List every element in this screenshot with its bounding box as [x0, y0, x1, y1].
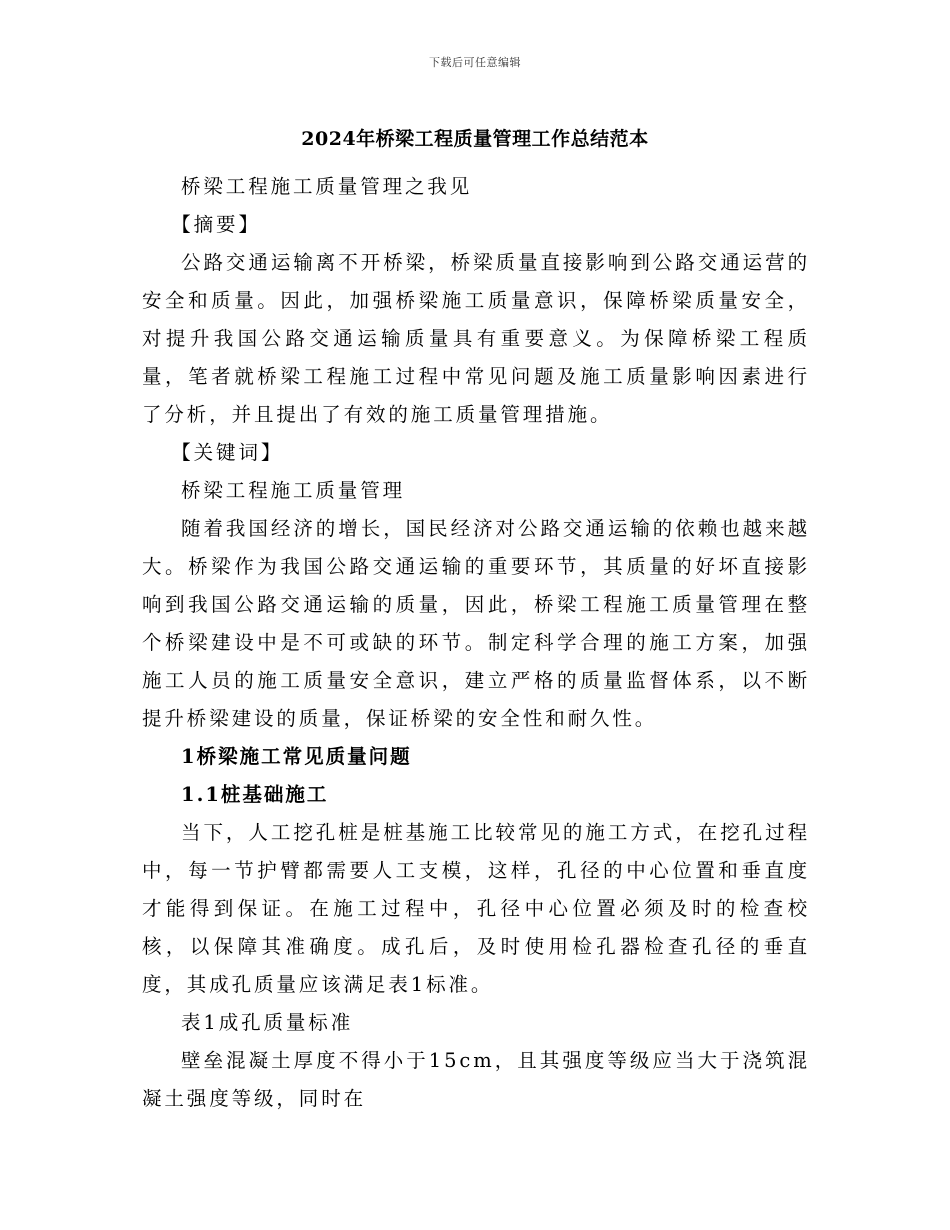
wall-concrete-paragraph: 壁垒混凝土厚度不得小于15cm，且其强度等级应当大于浇筑混凝土强度等级，同时在: [142, 1049, 810, 1110]
pile-foundation-paragraph: 当下，人工挖孔桩是桩基施工比较常见的施工方式，在挖孔过程中，每一节护臂都需要人工支模，这样，孔径的中心位置和垂直度才能得到保证。在施工过程中，孔径中心位置必须及时的检查校核，以保障其准确度。成孔后，及时使用检孔器检查孔径的垂直度，其成孔质量应该满足表1标准。: [142, 821, 810, 996]
table-caption: 表1成孔质量标准: [181, 1011, 354, 1034]
article-title: 桥梁工程施工质量管理之我见: [181, 175, 473, 198]
intro-paragraph: 随着我国经济的增长，国民经济对公路交通运输的依赖也越来越大。桥梁作为我国公路交通运输的重要环节，其质量的好坏直接影响到我国公路交通运输的质量，因此，桥梁工程施工质量管理在整个桥梁建设中是不可或缺的环节。制定科学合理的施工方案，加强施工人员的施工质量安全意识，建立严格的质量监督体系，以不断提升桥梁建设的质量，保证桥梁的安全性和耐久性。: [142, 517, 810, 730]
abstract-paragraph: 公路交通运输离不开桥梁，桥梁质量直接影响到公路交通运营的安全和质量。因此，加强桥梁施工质量意识，保障桥梁质量安全，对提升我国公路交通运输质量具有重要意义。为保障桥梁工程质量，笔者就桥梁工程施工过程中常见问题及施工质量影响因素进行了分析，并且提出了有效的施工质量管理措施。: [142, 251, 810, 426]
keywords-paragraph: 桥梁工程施工质量管理: [181, 479, 406, 502]
document-body: [142, 168, 810, 1118]
abstract-label: 【摘要】: [171, 213, 261, 236]
document-title: 2024年桥梁工程质量管理工作总结范本: [301, 128, 649, 150]
keywords-label: 【关键词】: [171, 441, 284, 464]
section-heading-1-1: 1.1桩基础施工: [181, 783, 329, 806]
section-heading-1: 1桥梁施工常见质量问题: [181, 745, 412, 768]
header-note: 下载后可任意编辑: [429, 56, 521, 69]
